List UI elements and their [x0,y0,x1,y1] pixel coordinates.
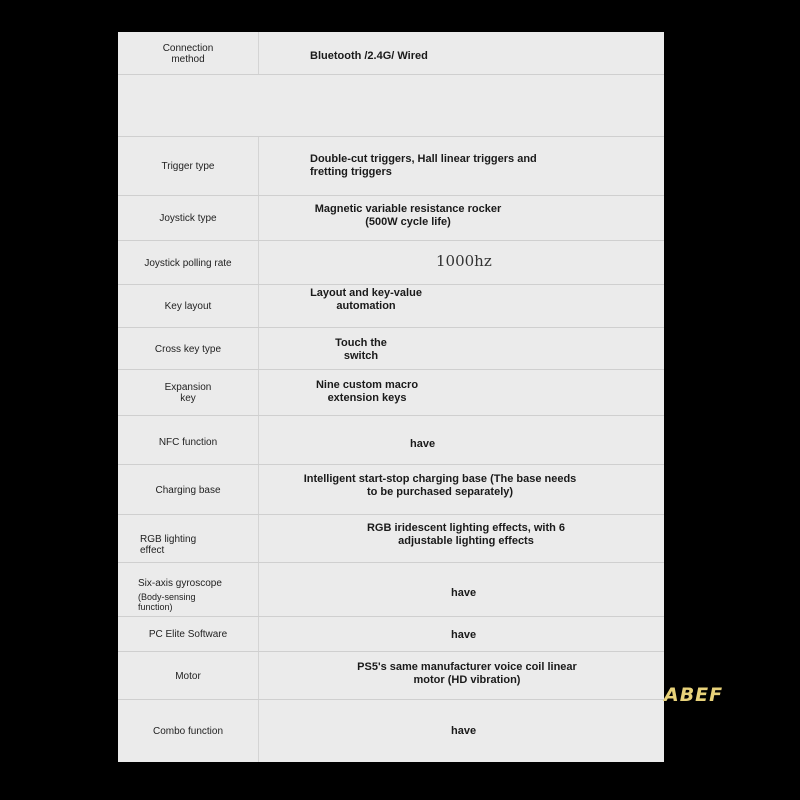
spec-row-joystick-polling-rate [118,241,664,285]
spec-value-expansion-key: Nine custom macro extension keys [315,379,419,404]
spec-value-joystick-polling-rate: 1000hz [436,252,492,270]
spec-row-key-layout [118,285,664,328]
spec-label-nfc-function: NFC function [158,436,218,448]
spec-row-joystick-type [118,196,664,241]
spec-row-connection-method [118,32,664,75]
spec-value-charging-base: Intelligent start-stop charging base (The base needs to be purchased separately) [303,473,577,498]
spec-row-six-axis-gyroscope [118,563,664,617]
spec-row-blank [118,75,664,137]
spec-row-nfc-function [118,416,664,465]
spec-value-connection-method: Bluetooth /2.4G/ Wired [310,50,428,62]
spec-value-combo-function: have [451,725,477,737]
spec-row-cross-key-type [118,328,664,370]
spec-label-connection-method: Connection method [162,42,214,65]
spec-row-expansion-key [118,370,664,416]
spec-value-pc-elite-software: have [451,629,477,641]
spec-label-motor: Motor [175,670,201,682]
spec-label-rgb-lighting: RGB lighting effect [140,534,197,556]
spec-row-rgb-lighting [118,515,664,563]
spec-row-motor [118,652,664,700]
spec-label-pc-elite-software: PC Elite Software [148,629,228,640]
spec-value-cross-key-type: Touch the switch [335,337,387,362]
spec-row-trigger-type [118,137,664,196]
spec-label-expansion-key: Expansion key [164,382,212,404]
spec-label-six-axis-gyroscope-sub: (Body-sensing function) [138,592,196,612]
spec-row-combo-function [118,700,664,762]
spec-label-charging-base: Charging base [155,484,221,496]
spec-row-pc-elite-software [118,617,664,652]
spec-value-nfc-function: have [410,438,436,450]
spec-label-combo-function: Combo function [152,725,224,737]
spec-value-rgb-lighting: RGB iridescent lighting effects, with 6 adjustable lighting effects [366,522,566,547]
spec-label-joystick-polling-rate: Joystick polling rate [144,257,232,269]
brand-watermark: ABEF [664,684,724,706]
spec-value-trigger-type: Double-cut triggers, Hall linear triggers and fretting triggers [310,153,537,178]
spec-value-joystick-type: Magnetic variable resistance rocker (500W cycle life) [314,203,502,228]
spec-label-key-layout: Key layout [164,301,212,312]
spec-label-joystick-type: Joystick type [159,213,217,224]
spec-label-cross-key-type: Cross key type [154,343,222,355]
spec-label-trigger-type: Trigger type [161,161,215,172]
spec-table [118,32,664,762]
spec-row-charging-base [118,465,664,515]
spec-value-key-layout: Layout and key-value automation [310,287,422,312]
spec-value-motor: PS5's same manufacturer voice coil linear motor (HD vibration) [357,661,577,686]
spec-value-six-axis-gyroscope: have [451,587,477,599]
spec-label-six-axis-gyroscope-title: Six-axis gyroscope [138,578,222,589]
